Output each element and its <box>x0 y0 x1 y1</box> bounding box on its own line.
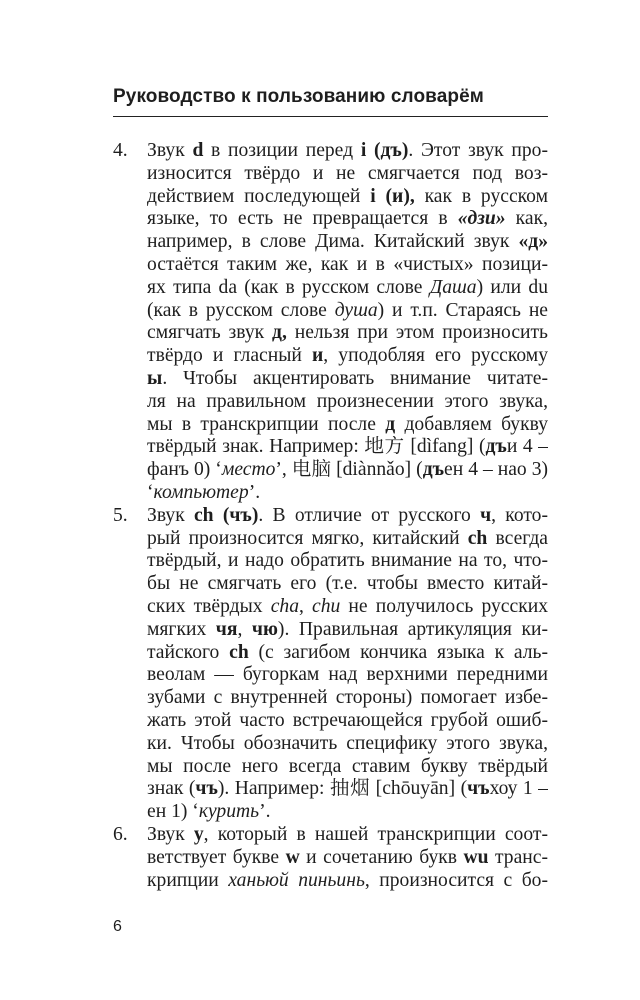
text-segment: в позиции перед <box>203 140 361 161</box>
item-number: 4. <box>113 140 128 161</box>
bold-text: «д» <box>518 231 548 253</box>
text-segment: мягких <box>147 618 216 640</box>
text-line <box>147 391 548 414</box>
italic-text: курить <box>198 801 260 823</box>
text-segment: Звук <box>147 504 194 526</box>
text-segment: как в русском <box>414 185 548 207</box>
text-line <box>147 573 548 596</box>
text-segment: твёрдый знак. Например: 地方 [dìfang] ( <box>147 436 486 458</box>
text-line <box>147 801 548 824</box>
italic-text: cha <box>270 595 299 617</box>
text-segment: веолам — бугоркам над верхними передними <box>147 664 548 686</box>
bold-text: и <box>311 345 324 367</box>
item-number: 6. <box>113 823 128 845</box>
text-segment: остаётся таким же, как и в «чистых» позици- <box>147 253 548 275</box>
text-segment: (с загибом кончика языка к аль- <box>248 641 548 663</box>
bold-text: w <box>285 846 300 868</box>
bold-text: дъ <box>485 436 507 458</box>
italic-text: душа <box>334 299 378 321</box>
text-segment: ях типа da (как в русском слове <box>147 276 430 298</box>
bold-text: y <box>193 823 204 845</box>
list-item <box>113 824 548 892</box>
text-segment: бы не смягчать его (т.е. чтобы вместо китай- <box>147 573 548 595</box>
text-line <box>147 870 548 893</box>
text-segment: , <box>237 618 252 640</box>
text-line <box>147 459 548 482</box>
text-segment: ’. <box>259 801 271 823</box>
text-segment: и сочетанию букв <box>299 846 464 868</box>
text-segment: жать этой часто встречающейся грубой ошиб- <box>147 709 548 731</box>
text-line <box>147 824 548 847</box>
text-segment: языке, то есть не превращается в <box>147 208 458 230</box>
bold-text: ы <box>147 367 163 389</box>
text-segment: . Этот звук про- <box>408 140 548 161</box>
text-segment: мы в транскрипции после <box>147 413 386 435</box>
text-segment: , кото- <box>491 504 548 526</box>
numbered-list <box>113 140 548 892</box>
text-line <box>147 596 548 619</box>
text-segment: (как в русском слове <box>147 299 335 321</box>
text-segment: твёрдо и гласный <box>147 345 312 367</box>
text-segment: , уподобляя его русскому <box>323 345 548 367</box>
italic-text: место <box>221 459 276 481</box>
text-segment: , который в нашей транскрипции соот- <box>203 823 548 845</box>
text-line <box>147 778 548 801</box>
text-segment: . Чтобы акцентировать внимание читате- <box>162 367 548 389</box>
text-segment: например, в слове Дима. Китайский звук <box>147 231 519 253</box>
text-segment: . В отличие от русского <box>258 504 481 526</box>
running-header: Руководство к пользованию словарём <box>113 86 484 107</box>
bold-text: д, <box>272 322 287 344</box>
text-segment: ’. <box>248 481 261 503</box>
text-segment: Звук <box>147 140 193 161</box>
text-line <box>147 847 548 870</box>
text-line <box>147 208 548 231</box>
text-line <box>147 322 548 345</box>
header-rule <box>113 116 548 117</box>
text-segment: ен 1) ‘ <box>147 801 199 823</box>
bold-text: d <box>192 140 204 161</box>
text-line <box>147 140 548 163</box>
text-segment: тайского <box>147 641 230 663</box>
text-segment: ветствует букве <box>147 846 286 868</box>
bold-text: wu <box>463 846 489 868</box>
text-line <box>147 368 548 391</box>
text-segment: зубами с внутренней стороны) помогает избе- <box>147 687 548 709</box>
list-item <box>113 140 548 505</box>
text-segment: ) и т.п. Стараясь не <box>377 299 548 321</box>
text-line <box>147 254 548 277</box>
text-segment: ) или du <box>476 276 548 298</box>
bold-text: ch <box>467 527 488 549</box>
bold-text: i (дъ) <box>360 140 409 161</box>
text-segment: всегда <box>487 527 548 549</box>
text-segment: крипции <box>147 869 229 891</box>
text-line <box>147 687 548 710</box>
italic-text: Даша <box>429 276 477 298</box>
text-segment: ля на правильном произнесении этого звука, <box>147 390 548 412</box>
item-number: 5. <box>113 504 128 526</box>
bold-text: ch <box>229 641 249 663</box>
text-segment: действием последующей <box>147 185 371 207</box>
text-segment: ). Правильная артикуляция ки- <box>277 618 548 640</box>
text-line <box>147 300 548 323</box>
text-segment: ских твёрдых <box>147 595 271 617</box>
bold-text: чю <box>251 618 278 640</box>
text-segment: рый произносится мягко, китайский <box>147 527 468 549</box>
text-segment: транс- <box>488 846 548 868</box>
bold-italic-text: «дзи» <box>457 208 506 230</box>
text-line <box>147 664 548 687</box>
bold-text: д <box>385 413 396 435</box>
text-line <box>147 186 548 209</box>
text-line <box>147 619 548 642</box>
bold-text: дъ <box>422 459 445 481</box>
page-number: 6 <box>113 918 122 935</box>
text-line <box>147 710 548 733</box>
text-segment: знак ( <box>147 778 196 800</box>
text-segment: ен 4 – нао 3) <box>444 459 548 481</box>
text-line <box>147 414 548 437</box>
bold-text: ch (чъ) <box>193 504 259 526</box>
text-segment: и 4 – <box>506 436 548 458</box>
text-line <box>147 550 548 573</box>
text-segment: износится твёрдо и не смягчается под воз- <box>147 162 548 184</box>
text-line <box>147 482 548 505</box>
text-segment: нельзя при этом произносить <box>286 322 548 344</box>
text-segment: твёрдый, и надо обратить внимание на то, что- <box>147 550 548 572</box>
italic-text: ханьюй пиньинь <box>228 869 365 891</box>
text-segment: фанъ 0) ‘ <box>147 459 222 481</box>
text-segment: ’, 电脑 [diànnǎo] ( <box>275 459 423 481</box>
text-segment: ‘ <box>147 481 154 503</box>
text-line <box>147 345 548 368</box>
text-line <box>147 733 548 756</box>
text-line <box>147 642 548 665</box>
text-segment: мы после него всегда ставим букву твёрдый <box>147 755 548 777</box>
text-segment: , произносится с бо- <box>364 869 548 891</box>
text-line <box>147 436 548 459</box>
text-segment: хоу 1 – <box>489 778 548 800</box>
text-segment: Звук <box>147 823 194 845</box>
italic-text: компьютер <box>153 481 249 503</box>
italic-text: chu <box>312 595 341 617</box>
text-line <box>147 528 548 551</box>
text-line <box>147 163 548 186</box>
list-item <box>113 505 548 824</box>
text-segment: смягчать звук <box>147 322 273 344</box>
text-line <box>147 756 548 779</box>
text-segment: , <box>299 595 313 617</box>
text-line <box>147 231 548 254</box>
bold-text: чъ <box>195 778 218 800</box>
bold-text: ч <box>480 504 492 526</box>
bold-text: чя <box>215 618 238 640</box>
text-line <box>147 277 548 300</box>
text-segment: не получилось русских <box>340 595 548 617</box>
text-segment: ки. Чтобы обозначить специфику этого звука, <box>147 732 548 754</box>
text-line <box>147 505 548 528</box>
bold-text: i (и), <box>370 185 415 207</box>
text-segment: как, <box>505 208 548 230</box>
bold-text: чъ <box>467 778 490 800</box>
text-segment: добавляем букву <box>395 413 548 435</box>
text-segment: ). Например: 抽烟 [chōuyān] ( <box>217 778 468 800</box>
